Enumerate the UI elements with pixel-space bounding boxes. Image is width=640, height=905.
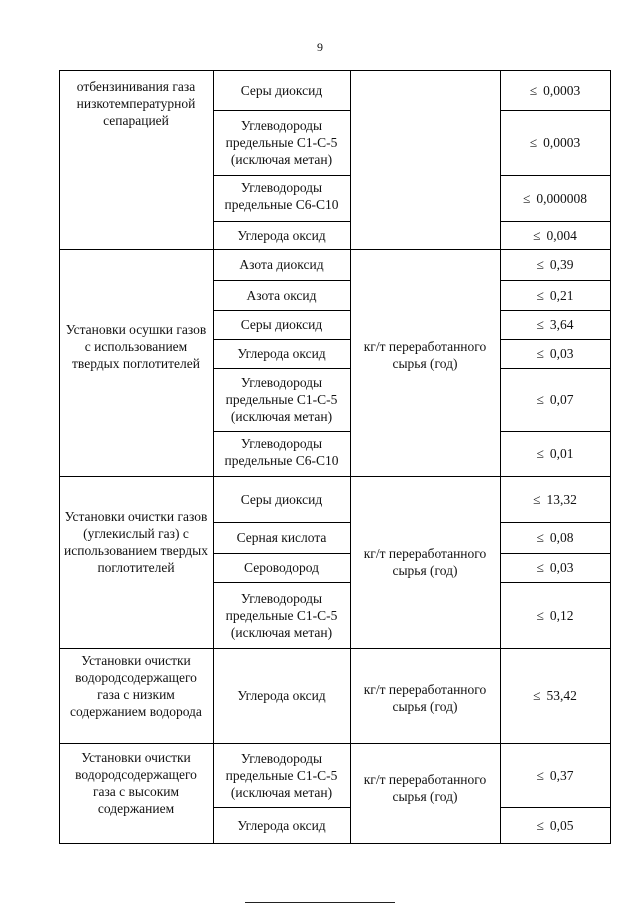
row-divider <box>500 310 611 311</box>
limit-number: 0,0003 <box>543 82 581 98</box>
less-or-equal-symbol: ≤ <box>522 190 531 206</box>
substance-name: Углеводороды предельные С6-С10 <box>224 180 339 212</box>
process-name: отбензинивания газа низкотемпературной сепарацией <box>76 79 196 128</box>
row-divider <box>213 221 350 222</box>
less-or-equal-symbol: ≤ <box>533 688 541 703</box>
row-divider <box>500 807 611 808</box>
limit-number: 0,21 <box>549 287 574 303</box>
row-divider <box>213 280 350 281</box>
less-or-equal-symbol: ≤ <box>536 607 544 623</box>
limit-value <box>500 316 610 333</box>
limit-value <box>500 817 610 834</box>
limit-number: 0,39 <box>549 257 574 272</box>
row-divider <box>500 110 611 111</box>
row-divider <box>213 522 350 523</box>
row-divider <box>213 582 350 583</box>
row-divider <box>500 339 611 340</box>
less-or-equal-symbol: ≤ <box>536 560 544 575</box>
unit-label: кг/т переработанного сырья (год) <box>363 682 487 714</box>
limit-value <box>500 82 610 99</box>
less-or-equal-symbol: ≤ <box>533 491 541 507</box>
less-or-equal-symbol: ≤ <box>536 287 544 303</box>
substance-name: Серы диоксид <box>240 82 323 98</box>
limit-value <box>500 529 610 546</box>
row-divider <box>500 553 611 554</box>
limit-number: 0,08 <box>549 530 574 545</box>
less-or-equal-symbol: ≤ <box>536 817 544 833</box>
limit-value <box>500 767 610 784</box>
row-divider <box>213 553 350 554</box>
substance-name: Углеводороды предельные С1-С-5 (исключая метан) <box>225 750 338 800</box>
limit-value <box>500 491 610 508</box>
substance-name: Углеводороды предельные С1-С-5 (исключая метан) <box>225 590 338 640</box>
row-divider <box>213 431 350 432</box>
table-border-top <box>59 70 611 71</box>
less-or-equal-symbol: ≤ <box>529 135 538 150</box>
row-divider <box>500 280 611 281</box>
less-or-equal-symbol: ≤ <box>536 530 544 545</box>
less-or-equal-symbol: ≤ <box>533 228 541 243</box>
less-or-equal-symbol: ≤ <box>536 317 544 332</box>
substance-name: Серы диоксид <box>240 317 323 332</box>
substance-name: Углерода оксид <box>237 227 326 243</box>
substance-name: Углеводороды предельные С1-С-5 (исключая метан) <box>225 375 338 424</box>
scan-line <box>245 902 395 903</box>
limit-value <box>500 287 610 304</box>
limit-number: 0,01 <box>549 446 574 461</box>
substance-name: Серы диоксид <box>240 491 323 507</box>
limit-value <box>500 607 610 624</box>
group-divider <box>59 743 611 744</box>
limit-number: 53,42 <box>546 688 577 703</box>
limit-value <box>500 445 610 462</box>
row-divider <box>213 310 350 311</box>
row-divider <box>500 431 611 432</box>
substance-name: Азота диоксид <box>239 257 324 272</box>
row-divider <box>500 582 611 583</box>
limit-value <box>500 345 610 362</box>
limit-number: 3,64 <box>549 317 574 332</box>
limit-value <box>500 227 610 244</box>
row-divider <box>213 368 350 369</box>
limit-number: 0,07 <box>549 392 574 407</box>
table-border-right <box>610 70 611 843</box>
limit-value <box>500 190 610 207</box>
less-or-equal-symbol: ≤ <box>536 257 544 272</box>
substance-name: Углерода оксид <box>237 817 326 833</box>
group-divider <box>59 843 611 844</box>
less-or-equal-symbol: ≤ <box>536 767 544 783</box>
unit-label: кг/т переработанного сырья (год) <box>363 339 487 371</box>
substance-name: Углеводороды предельные С6-С10 <box>224 436 339 468</box>
limit-value <box>500 687 610 704</box>
limit-number: 13,32 <box>546 491 577 507</box>
limit-number: 0,05 <box>549 817 574 833</box>
limit-number: 0,03 <box>549 346 574 361</box>
unit-label: кг/т переработанного сырья (год) <box>363 546 487 578</box>
row-divider <box>213 807 350 808</box>
group-divider <box>59 249 611 250</box>
process-name: Установки очистки водородсодержащего газа с высоким содержанием <box>75 750 197 816</box>
row-divider <box>500 368 611 369</box>
limit-number: 0,000008 <box>536 190 588 206</box>
limit-number: 0,03 <box>549 560 574 575</box>
process-name: Установки осушки газов с использованием твердых поглотителей <box>65 322 207 371</box>
less-or-equal-symbol: ≤ <box>536 346 544 361</box>
substance-name: Углеводороды предельные С1-С-5 (исключая метан) <box>225 118 338 167</box>
limit-value <box>500 134 610 151</box>
less-or-equal-symbol: ≤ <box>529 82 538 98</box>
row-divider <box>500 522 611 523</box>
less-or-equal-symbol: ≤ <box>536 392 544 407</box>
substance-name: Серная кислота <box>236 530 327 545</box>
process-name: Установки очистки газов (углекислый газ) с использованием твердых поглотителей <box>64 509 208 575</box>
substance-name: Азота оксид <box>246 287 317 303</box>
limit-number: 0,004 <box>546 228 577 243</box>
unit-label: кг/т переработанного сырья (год) <box>363 772 487 804</box>
limit-number: 0,37 <box>549 767 574 783</box>
limit-value <box>500 256 610 273</box>
row-divider <box>213 175 350 176</box>
group-divider <box>59 648 611 649</box>
substance-name: Углерода оксид <box>237 346 326 361</box>
row-divider <box>213 339 350 340</box>
substance-name: Сероводород <box>244 560 319 575</box>
less-or-equal-symbol: ≤ <box>536 446 544 461</box>
substance-name: Углерода оксид <box>237 688 326 703</box>
limit-number: 0,0003 <box>543 135 581 150</box>
process-name: Установки очистки водородсодержащего газа с низким содержанием водорода <box>70 653 202 719</box>
group-divider <box>59 476 611 477</box>
limit-value <box>500 391 610 408</box>
row-divider <box>213 110 350 111</box>
limit-number: 0,12 <box>549 607 574 623</box>
row-divider <box>500 221 611 222</box>
row-divider <box>500 175 611 176</box>
limit-value <box>500 559 610 576</box>
column-divider <box>350 70 351 843</box>
table-border-left <box>59 70 60 843</box>
page-number: 9 <box>317 40 323 54</box>
